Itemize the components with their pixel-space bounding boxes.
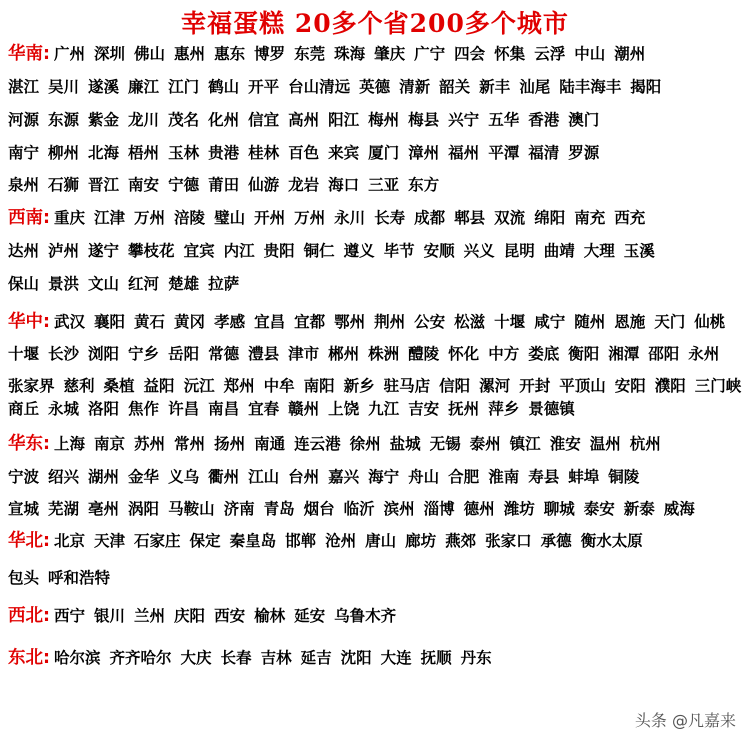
city-name: 承德 bbox=[540, 532, 572, 550]
city-name: 南宁 bbox=[8, 144, 40, 162]
city-name: 南京 bbox=[94, 435, 126, 453]
city-name: 梅州 bbox=[368, 111, 400, 129]
city-name: 开平 bbox=[248, 78, 280, 96]
city-name: 重庆 bbox=[54, 209, 86, 227]
city-name: 大庆 bbox=[180, 649, 212, 667]
city-name: 合肥 bbox=[448, 468, 480, 486]
city-name: 咸宁 bbox=[534, 313, 566, 331]
city-name: 长寿 bbox=[374, 209, 406, 227]
city-name: 江津 bbox=[94, 209, 126, 227]
city-name: 郴州 bbox=[328, 345, 360, 363]
region-line bbox=[8, 601, 746, 631]
city-name: 仙游 bbox=[248, 176, 280, 194]
region-label: 华南: bbox=[8, 44, 50, 64]
city-name: 齐齐哈尔 bbox=[109, 649, 172, 667]
city-name: 张家口 bbox=[485, 532, 532, 550]
city-name: 无锡 bbox=[429, 435, 461, 453]
city-name: 梧州 bbox=[128, 144, 160, 162]
city-name: 义乌 bbox=[168, 468, 200, 486]
city-name: 滨州 bbox=[383, 500, 415, 518]
city-name: 东方 bbox=[408, 176, 440, 194]
city-name: 罗源 bbox=[568, 144, 600, 162]
city-name: 文山 bbox=[88, 275, 120, 293]
city-name: 慈利 bbox=[63, 377, 95, 395]
region-line bbox=[8, 643, 746, 673]
city-name: 苏州 bbox=[134, 435, 166, 453]
city-name: 泰州 bbox=[469, 435, 501, 453]
city-name: 郫县 bbox=[454, 209, 486, 227]
city-name: 安顺 bbox=[423, 242, 455, 260]
city-name: 醴陵 bbox=[408, 345, 440, 363]
city-name: 寿县 bbox=[528, 468, 560, 486]
city-name: 泸州 bbox=[48, 242, 80, 260]
city-name: 澳门 bbox=[568, 111, 600, 129]
city-name: 遂溪 bbox=[88, 78, 120, 96]
city-name: 昆明 bbox=[503, 242, 535, 260]
city-name: 兴义 bbox=[463, 242, 495, 260]
city-name: 攀枝花 bbox=[128, 242, 175, 260]
region-label: 西北: bbox=[8, 606, 50, 626]
city-name: 连云港 bbox=[294, 435, 341, 453]
city-name: 抚顺 bbox=[420, 649, 452, 667]
city-name: 许昌 bbox=[168, 400, 200, 418]
city-name: 武汉 bbox=[54, 313, 86, 331]
city-name: 廊坊 bbox=[405, 532, 437, 550]
city-name: 燕郊 bbox=[445, 532, 477, 550]
city-name: 上海 bbox=[54, 435, 86, 453]
page-title: 幸福蛋糕 20多个省200多个城市 bbox=[181, 9, 569, 38]
city-name: 湛江 bbox=[8, 78, 40, 96]
city-name: 宣城 bbox=[8, 500, 40, 518]
city-name: 公安 bbox=[414, 313, 446, 331]
city-name: 绍兴 bbox=[48, 468, 80, 486]
city-name: 榆林 bbox=[254, 607, 286, 625]
city-name: 西宁 bbox=[54, 607, 86, 625]
city-name: 河源 bbox=[8, 111, 40, 129]
city-name: 化州 bbox=[208, 111, 240, 129]
city-name: 南昌 bbox=[208, 400, 240, 418]
region-label: 华中: bbox=[8, 312, 50, 332]
city-name: 台山清远 bbox=[288, 78, 351, 96]
city-name: 贵港 bbox=[208, 144, 240, 162]
city-name: 赣州 bbox=[288, 400, 320, 418]
city-name: 保山 bbox=[8, 275, 40, 293]
city-name: 北京 bbox=[54, 532, 86, 550]
city-name: 保定 bbox=[189, 532, 221, 550]
city-name: 香港 bbox=[528, 111, 560, 129]
city-name: 娄底 bbox=[528, 345, 560, 363]
city-name: 长沙 bbox=[48, 345, 80, 363]
city-name: 洛阳 bbox=[88, 400, 120, 418]
city-name: 孝感 bbox=[214, 313, 246, 331]
city-name: 庆阳 bbox=[174, 607, 206, 625]
city-name: 景德镇 bbox=[528, 400, 575, 418]
city-name: 湘潭 bbox=[608, 345, 640, 363]
city-name: 十堰 bbox=[8, 345, 40, 363]
city-name: 泰安 bbox=[583, 500, 615, 518]
city-name: 万州 bbox=[294, 209, 326, 227]
city-name: 恩施 bbox=[614, 313, 646, 331]
city-name: 永城 bbox=[48, 400, 80, 418]
city-name: 东莞 bbox=[294, 45, 326, 63]
region-line bbox=[8, 307, 746, 337]
city-name: 镇江 bbox=[509, 435, 541, 453]
city-name: 博罗 bbox=[254, 45, 286, 63]
city-name: 嘉兴 bbox=[328, 468, 360, 486]
city-name: 临沂 bbox=[343, 500, 375, 518]
region-line bbox=[8, 138, 746, 168]
city-name: 张家界 bbox=[8, 377, 55, 395]
city-name: 厦门 bbox=[368, 144, 400, 162]
city-name: 成都 bbox=[414, 209, 446, 227]
city-name: 江山 bbox=[248, 468, 280, 486]
city-name: 驻马店 bbox=[383, 377, 431, 395]
city-name: 芜湖 bbox=[48, 500, 80, 518]
city-name: 烟台 bbox=[303, 500, 335, 518]
city-name: 英德 bbox=[359, 78, 391, 96]
city-name: 衢州 bbox=[208, 468, 240, 486]
city-name: 潍坊 bbox=[503, 500, 535, 518]
city-name: 马鞍山 bbox=[168, 500, 215, 518]
city-name: 盐城 bbox=[389, 435, 421, 453]
city-name: 永州 bbox=[688, 345, 720, 363]
city-name: 茂名 bbox=[168, 111, 200, 129]
city-name: 双流 bbox=[494, 209, 526, 227]
city-name: 延吉 bbox=[300, 649, 332, 667]
city-name: 济南 bbox=[223, 500, 255, 518]
city-name: 濮阳 bbox=[654, 377, 686, 395]
city-name: 东源 bbox=[48, 111, 80, 129]
city-name: 石家庄 bbox=[134, 532, 181, 550]
city-name: 衡阳 bbox=[568, 345, 600, 363]
city-name: 宜宾 bbox=[183, 242, 215, 260]
city-name: 新泰 bbox=[623, 500, 655, 518]
city-name: 上饶 bbox=[328, 400, 360, 418]
city-name: 宁德 bbox=[168, 176, 200, 194]
city-name: 海口 bbox=[328, 176, 360, 194]
city-name: 大理 bbox=[583, 242, 615, 260]
region-line bbox=[8, 105, 746, 135]
city-name: 常州 bbox=[174, 435, 206, 453]
city-name: 云浮 bbox=[534, 45, 566, 63]
city-name: 仙桃 bbox=[694, 313, 726, 331]
city-name: 中方 bbox=[488, 345, 520, 363]
city-name: 萍乡 bbox=[488, 400, 520, 418]
city-name: 商丘 bbox=[8, 400, 40, 418]
city-name: 惠州 bbox=[174, 45, 206, 63]
city-name: 延安 bbox=[294, 607, 326, 625]
city-name: 包头 bbox=[8, 569, 40, 587]
region-label: 华东: bbox=[8, 434, 50, 454]
city-name: 怀集 bbox=[494, 45, 526, 63]
city-name: 宜都 bbox=[294, 313, 326, 331]
city-name: 陆丰海丰 bbox=[559, 78, 622, 96]
city-name: 信宜 bbox=[248, 111, 280, 129]
region-line bbox=[8, 236, 746, 266]
city-name: 株洲 bbox=[368, 345, 400, 363]
city-name: 涡阳 bbox=[128, 500, 160, 518]
city-name: 石狮 bbox=[48, 176, 80, 194]
city-name: 莆田 bbox=[208, 176, 240, 194]
city-name: 遵义 bbox=[343, 242, 375, 260]
city-name: 信阳 bbox=[439, 377, 471, 395]
city-name: 吉林 bbox=[260, 649, 292, 667]
city-name: 龙岩 bbox=[288, 176, 320, 194]
city-name: 泉州 bbox=[8, 176, 40, 194]
region-line bbox=[8, 72, 746, 102]
city-name: 沧州 bbox=[325, 532, 357, 550]
city-name: 淮南 bbox=[488, 468, 520, 486]
city-name: 南充 bbox=[574, 209, 606, 227]
city-name: 沅江 bbox=[183, 377, 215, 395]
city-name: 黄石 bbox=[134, 313, 166, 331]
city-name: 红河 bbox=[128, 275, 160, 293]
city-name: 乌鲁木齐 bbox=[334, 607, 397, 625]
city-name: 天津 bbox=[94, 532, 126, 550]
city-name: 沈阳 bbox=[340, 649, 372, 667]
city-name: 广州 bbox=[54, 45, 86, 63]
city-name: 台州 bbox=[288, 468, 320, 486]
city-name: 兰州 bbox=[134, 607, 166, 625]
city-name: 蚌埠 bbox=[568, 468, 600, 486]
city-name: 深圳 bbox=[94, 45, 126, 63]
city-name: 高州 bbox=[288, 111, 320, 129]
city-name: 来宾 bbox=[328, 144, 360, 162]
city-name: 鹤山 bbox=[208, 78, 240, 96]
region-label: 西南: bbox=[8, 208, 50, 228]
city-name: 哈尔滨 bbox=[54, 649, 101, 667]
city-name: 绵阳 bbox=[534, 209, 566, 227]
city-name: 大连 bbox=[380, 649, 412, 667]
city-name: 曲靖 bbox=[543, 242, 575, 260]
city-name: 梅县 bbox=[408, 111, 440, 129]
city-name: 九江 bbox=[368, 400, 400, 418]
city-name: 惠东 bbox=[214, 45, 246, 63]
region-label: 华北: bbox=[8, 531, 50, 551]
city-name: 拉萨 bbox=[208, 275, 240, 293]
city-name: 秦皇岛 bbox=[229, 532, 277, 550]
city-name: 岳阳 bbox=[168, 345, 200, 363]
city-name: 郑州 bbox=[223, 377, 255, 395]
city-name: 永川 bbox=[334, 209, 366, 227]
city-name: 吉安 bbox=[408, 400, 440, 418]
city-name: 璧山 bbox=[214, 209, 246, 227]
city-name: 丹东 bbox=[460, 649, 492, 667]
city-name: 揭阳 bbox=[630, 78, 662, 96]
city-name: 威海 bbox=[663, 500, 695, 518]
city-name: 韶关 bbox=[439, 78, 471, 96]
city-name: 龙川 bbox=[128, 111, 160, 129]
city-name: 西充 bbox=[614, 209, 646, 227]
city-name: 聊城 bbox=[543, 500, 575, 518]
city-name: 杭州 bbox=[629, 435, 661, 453]
city-name: 津市 bbox=[288, 345, 320, 363]
city-name: 中山 bbox=[574, 45, 606, 63]
city-name: 淮安 bbox=[549, 435, 581, 453]
city-name: 中牟 bbox=[263, 377, 295, 395]
city-name: 四会 bbox=[454, 45, 486, 63]
city-name: 紫金 bbox=[88, 111, 120, 129]
region-line bbox=[8, 462, 746, 492]
city-name: 银川 bbox=[94, 607, 126, 625]
city-name: 澧县 bbox=[248, 345, 280, 363]
city-name: 楚雄 bbox=[168, 275, 200, 293]
city-name: 扬州 bbox=[214, 435, 246, 453]
region-line bbox=[8, 563, 746, 593]
city-name: 邵阳 bbox=[648, 345, 680, 363]
city-name: 金华 bbox=[128, 468, 160, 486]
city-name: 浏阳 bbox=[88, 345, 120, 363]
city-name: 达州 bbox=[8, 242, 40, 260]
city-name: 平顶山 bbox=[559, 377, 606, 395]
city-name: 宜春 bbox=[248, 400, 280, 418]
city-name: 漳州 bbox=[408, 144, 440, 162]
city-name: 常德 bbox=[208, 345, 240, 363]
city-name: 江门 bbox=[168, 78, 200, 96]
city-name: 清新 bbox=[399, 78, 431, 96]
city-name: 开州 bbox=[254, 209, 286, 227]
city-name: 徐州 bbox=[349, 435, 381, 453]
city-name: 北海 bbox=[88, 144, 120, 162]
city-name: 桂林 bbox=[248, 144, 280, 162]
city-name: 阳江 bbox=[328, 111, 360, 129]
city-name: 衡水太原 bbox=[580, 532, 643, 550]
region-line bbox=[8, 429, 746, 459]
watermark: 头条 @凡嘉来 bbox=[634, 711, 736, 730]
city-name: 涪陵 bbox=[174, 209, 206, 227]
city-name: 铜陵 bbox=[608, 468, 640, 486]
city-name: 玉林 bbox=[168, 144, 200, 162]
city-name: 肇庆 bbox=[374, 45, 406, 63]
region-line bbox=[8, 494, 746, 524]
city-name: 襄阳 bbox=[94, 313, 126, 331]
city-name: 怀化 bbox=[448, 345, 480, 363]
city-name: 内江 bbox=[223, 242, 255, 260]
city-name: 毕节 bbox=[383, 242, 415, 260]
city-name: 西安 bbox=[214, 607, 246, 625]
city-name: 淄博 bbox=[423, 500, 455, 518]
city-name: 安阳 bbox=[614, 377, 646, 395]
city-name: 德州 bbox=[463, 500, 495, 518]
city-name: 南通 bbox=[254, 435, 286, 453]
city-name: 宁波 bbox=[8, 468, 40, 486]
city-name: 廉江 bbox=[128, 78, 160, 96]
city-name: 新乡 bbox=[343, 377, 375, 395]
city-name: 益阳 bbox=[143, 377, 175, 395]
region-line bbox=[8, 39, 746, 69]
city-name: 温州 bbox=[589, 435, 621, 453]
city-name: 福州 bbox=[448, 144, 480, 162]
city-name: 十堰 bbox=[494, 313, 526, 331]
city-name: 湖州 bbox=[88, 468, 120, 486]
city-name: 铜仁 bbox=[303, 242, 335, 260]
city-name: 三亚 bbox=[368, 176, 400, 194]
city-name: 潮州 bbox=[614, 45, 646, 63]
city-name: 抚州 bbox=[448, 400, 480, 418]
city-name: 吴川 bbox=[48, 78, 80, 96]
city-name: 五华 bbox=[488, 111, 520, 129]
city-name: 佛山 bbox=[134, 45, 166, 63]
region-line bbox=[8, 339, 746, 369]
city-name: 海宁 bbox=[368, 468, 400, 486]
city-name: 长春 bbox=[220, 649, 252, 667]
city-name: 焦作 bbox=[128, 400, 160, 418]
city-name: 呼和浩特 bbox=[48, 569, 111, 587]
city-name: 南安 bbox=[128, 176, 160, 194]
city-name: 亳州 bbox=[88, 500, 120, 518]
city-name: 珠海 bbox=[334, 45, 366, 63]
city-name: 柳州 bbox=[48, 144, 80, 162]
city-name: 宜昌 bbox=[254, 313, 286, 331]
region-line bbox=[8, 526, 746, 556]
city-name: 邯郸 bbox=[285, 532, 317, 550]
city-name: 广宁 bbox=[414, 45, 446, 63]
city-name: 福清 bbox=[528, 144, 560, 162]
city-name: 玉溪 bbox=[623, 242, 655, 260]
city-name: 宁乡 bbox=[128, 345, 160, 363]
city-name: 兴宁 bbox=[448, 111, 480, 129]
city-name: 百色 bbox=[288, 144, 320, 162]
city-name: 舟山 bbox=[408, 468, 440, 486]
region-label: 东北: bbox=[8, 648, 50, 668]
city-name: 桑植 bbox=[103, 377, 135, 395]
city-name: 青岛 bbox=[263, 500, 295, 518]
city-name: 遂宁 bbox=[88, 242, 120, 260]
city-name: 晋江 bbox=[88, 176, 120, 194]
city-name: 天门 bbox=[654, 313, 686, 331]
city-name: 平潭 bbox=[488, 144, 520, 162]
city-name: 万州 bbox=[134, 209, 166, 227]
city-name: 黄冈 bbox=[174, 313, 206, 331]
city-name: 新丰 bbox=[479, 78, 511, 96]
region-line bbox=[8, 170, 746, 200]
city-name: 南阳 bbox=[303, 377, 335, 395]
region-line bbox=[8, 269, 746, 299]
city-name: 漯河 bbox=[479, 377, 511, 395]
city-name: 荆州 bbox=[374, 313, 406, 331]
city-name: 开封 bbox=[519, 377, 551, 395]
city-name: 景洪 bbox=[48, 275, 80, 293]
city-name: 三门峡 bbox=[694, 377, 742, 395]
region-line bbox=[8, 394, 746, 424]
city-name: 贵阳 bbox=[263, 242, 295, 260]
city-name: 汕尾 bbox=[519, 78, 551, 96]
city-name: 松滋 bbox=[454, 313, 486, 331]
region-line bbox=[8, 203, 746, 233]
city-name: 随州 bbox=[574, 313, 606, 331]
city-name: 鄂州 bbox=[334, 313, 366, 331]
city-name: 唐山 bbox=[365, 532, 397, 550]
